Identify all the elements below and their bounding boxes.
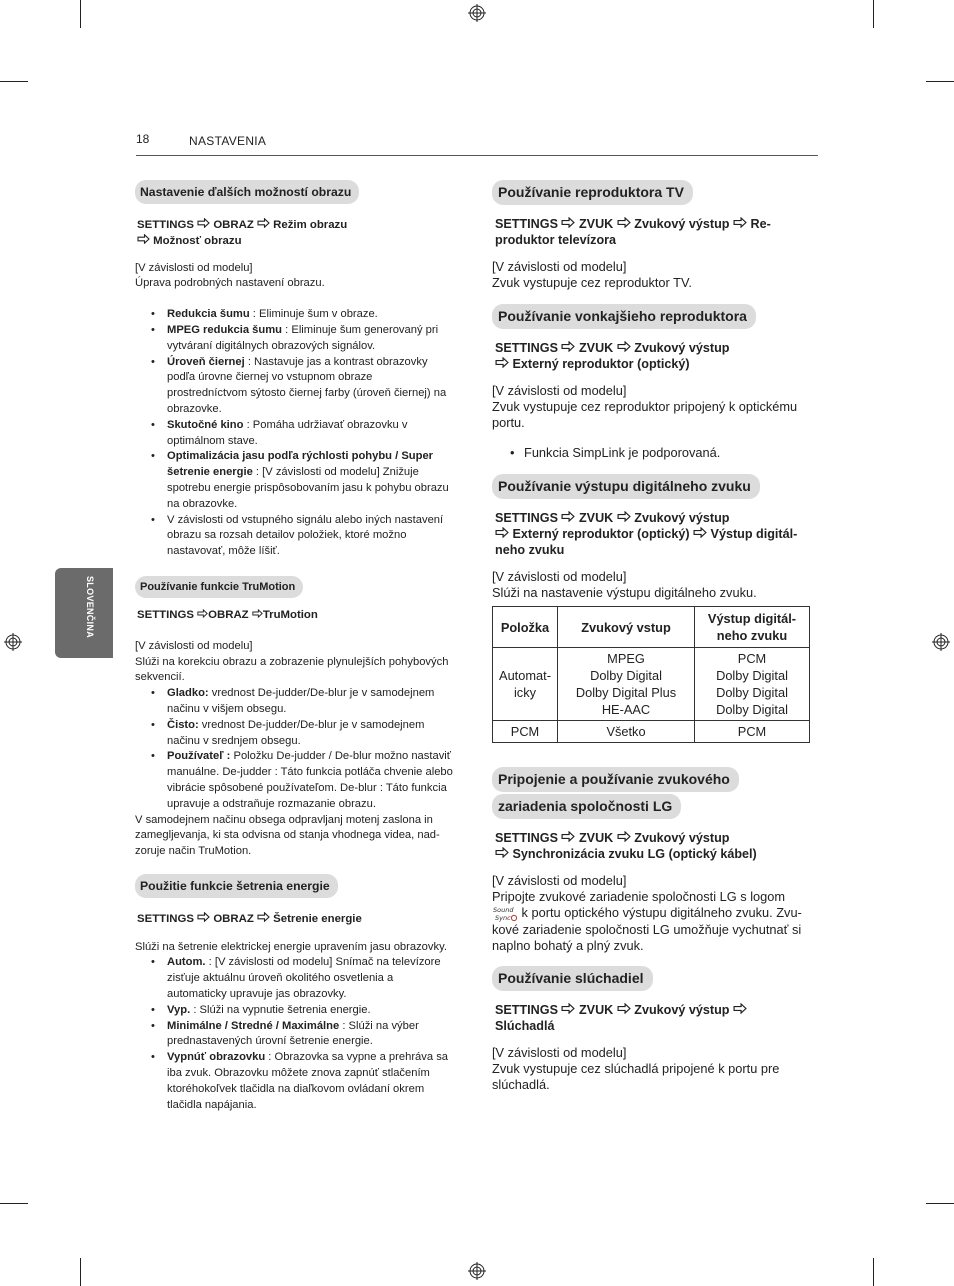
- list-item: • Čisto: vrednost De-judder/De-blur je v samodejnem načinu v srednjem obsegu.: [135, 718, 455, 750]
- crop-mark: [873, 1258, 874, 1286]
- arrow-right-outline-icon: [617, 1003, 631, 1014]
- list-item: • Vypnúť obrazovku : Obrazovka sa vypne a prehráva sa iba zvuk. Obrazovku môžete znova zapnúť stlačením ktoréhokoľvek tlačidla na diaľkovom ovládaní okrem tlačidla napájania.: [135, 1050, 455, 1113]
- arrow-right-outline-icon: [561, 1003, 575, 1014]
- paragraph: Slúži na nastavenie výstupu digitálneho zvuku.: [492, 585, 757, 600]
- section-heading: Používanie slúchadiel: [492, 966, 653, 991]
- paragraph: Slúži na šetrenie elektrickej energie upravením jasu obrazovky.: [135, 940, 447, 953]
- arrow-right-outline-icon: [257, 912, 270, 922]
- arrow-right-outline-icon: [561, 831, 575, 842]
- svg-text:Sync: Sync: [495, 914, 511, 923]
- section-heading: Pripojenie a používanie zvukového zariadenia spoločnosti LG: [492, 767, 818, 819]
- arrow-right-outline-icon: [197, 218, 210, 228]
- model-note: [V závislosti od modelu]: [135, 261, 253, 274]
- section-heading: Používanie výstupu digitálneho zvuku: [492, 474, 760, 499]
- paragraph: Zvuk vystupuje cez reproduktor pripojený k optickému portu.: [492, 399, 798, 430]
- registration-mark-icon: [4, 633, 22, 651]
- arrow-right-outline-icon: [617, 831, 631, 842]
- paragraph: Pripojte zvukové zariadenie spoločnosti LG s logom Sound Sync k portu optického výstupu digitálneho zvuku. Zvu-kové zariadenie spoločnosti LG umožňuje vychutnať si naplno bohatý a plný zvuk.: [492, 889, 802, 954]
- menu-path: SETTINGS OBRAZ TruMotion: [137, 608, 318, 621]
- list-item: • Minimálne / Stredné / Maximálne : Slúži na výber prednastavených úrovní šetrenie energie.: [135, 1019, 455, 1051]
- paragraph: Slúži na korekciu obrazu a zobrazenie plynulejších pohybových sekvencií.: [135, 655, 449, 684]
- bullet-list: [135, 686, 455, 812]
- paragraph: Zvuk vystupuje cez slúchadlá pripojené k portu pre slúchadlá.: [492, 1061, 780, 1093]
- registration-mark-icon: [932, 633, 950, 651]
- table-cell: Všetko: [558, 721, 695, 743]
- list-item: • Používateľ : Položku De-judder / De-blur možno nastaviť manuálne. De-judder : Táto funkcia potláča chvenie alebo vibrácie spôsobené používateľom. De-blur : Táto funkcia upravuje a odstraňuje rozmazanie obrazu.: [135, 749, 455, 812]
- crop-mark: [926, 81, 954, 82]
- arrow-right-outline-icon: [561, 511, 575, 522]
- list-item: • Gladko: vrednost De-judder/De-blur je v samodejnem načinu v višjem obsegu.: [135, 686, 455, 718]
- right-column: [492, 180, 818, 1093]
- registration-mark-icon: [468, 1262, 486, 1280]
- paragraph: V samodejnem načinu obsega odpravljanj motenj zaslona in zamegljevanja, ki sta odvisna od stanja vhodnega videa, nad-zoruje način TruMotion.: [135, 813, 440, 858]
- arrow-right-outline-icon: [733, 1003, 747, 1014]
- table-cell: Automat-icky: [493, 648, 558, 721]
- list-item: • Vyp. : Slúži na vypnutie šetrenia energie.: [135, 1003, 455, 1019]
- list-item: • MPEG redukcia šumu : Eliminuje šum generovaný pri vytváraní digitálnych obrazových signálov.: [135, 323, 455, 355]
- arrow-right-outline-icon: [257, 218, 270, 228]
- crop-mark: [80, 1258, 81, 1286]
- arrow-right-outline-icon: [197, 912, 210, 922]
- model-note: [V závislosti od modelu]: [492, 873, 627, 888]
- arrow-right-outline-icon: [617, 217, 631, 228]
- list-item: • Skutočné kino : Pomáha udržiavať obrazovku v optimálnom stave.: [135, 418, 455, 450]
- table-row: [493, 648, 810, 721]
- crop-mark: [80, 0, 81, 28]
- paragraph: Zvuk vystupuje cez reproduktor TV.: [492, 275, 692, 290]
- crop-mark: [0, 81, 28, 82]
- arrow-right-outline-icon: [617, 341, 631, 352]
- model-note: [V závislosti od modelu]: [135, 639, 253, 652]
- section-heading: Použitie funkcie šetrenia energie: [135, 874, 338, 898]
- left-column: [135, 180, 455, 1113]
- model-note: [V závislosti od modelu]: [492, 259, 627, 274]
- page-number: 18: [136, 132, 150, 146]
- arrow-right-outline-icon: [137, 234, 150, 244]
- svg-text:Sound: Sound: [493, 906, 514, 915]
- section-title: NASTAVENIA: [189, 134, 267, 148]
- arrow-right-outline-icon: [495, 357, 509, 368]
- audio-output-table: [492, 606, 810, 743]
- crop-mark: [873, 0, 874, 28]
- menu-path: SETTINGS ZVUK Zvukový výstup Externý reproduktor (optický): [495, 341, 730, 371]
- model-note: [V závislosti od modelu]: [492, 1045, 627, 1061]
- arrow-right-outline-icon: [617, 511, 631, 522]
- bullet-list: [135, 307, 455, 560]
- table-cell: PCM: [493, 721, 558, 743]
- table-header-cell: Výstup digitál-neho zvuku: [695, 607, 810, 648]
- arrow-right-outline-icon: [495, 847, 509, 858]
- model-note: [V závislosti od modelu]: [492, 383, 627, 398]
- list-item: • Autom. : [V závislosti od modelu] Snímač na televízore zisťuje aktuálnu úroveň okolitého osvetlenia a automaticky upravuje jas obrazovky.: [135, 955, 455, 1002]
- arrow-right-outline-icon: [693, 527, 707, 538]
- arrow-right-outline-icon: [495, 527, 509, 538]
- arrow-right-outline-icon: [561, 217, 575, 228]
- list-item: • Optimalizácia jasu podľa rýchlosti pohybu / Super šetrenie energie : [V závislosti od modelu] Znižuje spotrebu energie prispôsobovaním jasu k pohybu obrazu na obrazovke.: [135, 449, 455, 512]
- crop-mark: [0, 1203, 28, 1204]
- section-heading: Používanie funkcie TruMotion: [135, 576, 303, 598]
- arrow-right-outline-icon: [561, 341, 575, 352]
- crop-mark: [926, 1203, 954, 1204]
- menu-path: SETTINGS ZVUK Zvukový výstup Slúchadlá: [495, 1002, 818, 1034]
- menu-path: SETTINGS ZVUK Zvukový výstup Synchronizácia zvuku LG (optický kábel): [495, 831, 757, 861]
- table-header-row: [493, 607, 810, 648]
- side-tab-label: SLOVENČINA: [85, 576, 95, 639]
- bullet-list: [135, 955, 455, 1113]
- table-cell: PCM: [695, 721, 810, 743]
- section-heading: Nastavenie ďalších možností obrazu: [135, 180, 359, 204]
- registration-mark-icon: [468, 4, 486, 22]
- language-side-tab: [55, 568, 113, 658]
- list-item: • Funkcia SimpLink je podporovaná.: [492, 445, 818, 461]
- arrow-right-outline-icon: [252, 609, 263, 618]
- model-note: [V závislosti od modelu]: [492, 569, 627, 584]
- header-divider: [136, 155, 818, 156]
- list-item: • Úroveň čiernej : Nastavuje jas a kontrast obrazovky podľa úrovne čiernej vo vstupnom obraze prostredníctvom sýtosto čiernej farby (úroveň čiernej) na obrazovke.: [135, 355, 455, 418]
- menu-path: SETTINGS ZVUK Zvukový výstup Externý reproduktor (optický) Výstup digitál-neho zvuku: [495, 511, 798, 557]
- menu-path: SETTINGS OBRAZ Šetrenie energie: [137, 912, 362, 925]
- bullet-list: [492, 445, 818, 461]
- arrow-right-outline-icon: [197, 609, 208, 618]
- section-heading: Používanie reproduktora TV: [492, 180, 693, 205]
- menu-path: SETTINGS ZVUK Zvukový výstup Re-produktor televízora: [495, 217, 771, 247]
- table-header-cell: Zvukový vstup: [558, 607, 695, 648]
- section-heading: Používanie vonkajšieho reproduktora: [492, 304, 756, 329]
- list-item: • Redukcia šumu : Eliminuje šum v obraze.: [135, 307, 455, 323]
- table-cell: MPEG Dolby Digital Dolby Digital Plus HE-AAC: [558, 648, 695, 721]
- arrow-right-outline-icon: [733, 217, 747, 228]
- list-item: • V závislosti od vstupného signálu alebo iných nastavení obrazu sa rozsah detailov položiek, ktoré možno nastavovať, môže líšiť.: [135, 513, 455, 560]
- table-cell: PCM Dolby Digital Dolby Digital Dolby Digital: [695, 648, 810, 721]
- table-row: [493, 721, 810, 743]
- sound-sync-logo: [492, 905, 518, 922]
- table-header-cell: Položka: [493, 607, 558, 648]
- paragraph: Úprava podrobných nastavení obrazu.: [135, 277, 325, 290]
- menu-path: SETTINGS OBRAZ Režim obrazu Možnosť obrazu: [137, 219, 348, 247]
